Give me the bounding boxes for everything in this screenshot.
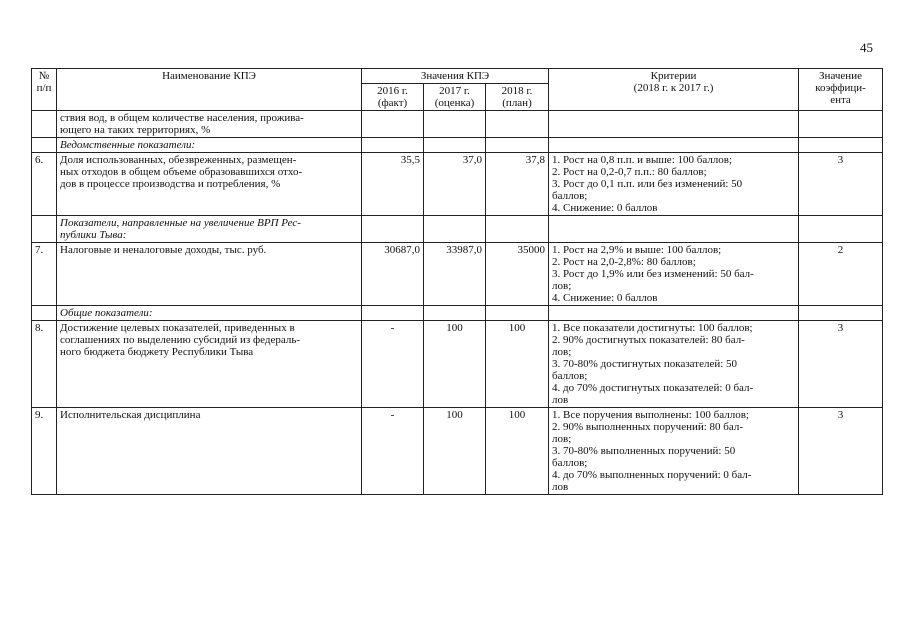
criterion: 1. Все показатели достигнуты: 100 баллов; bbox=[552, 322, 753, 334]
header-kpi-name: Наименование КПЭ bbox=[57, 69, 362, 111]
criterion: 4. Снижение: 0 баллов bbox=[552, 292, 658, 304]
section-row-grp bbox=[32, 216, 883, 243]
value-2016: 35,5 bbox=[362, 153, 424, 216]
section-label: Общие показатели: bbox=[57, 306, 362, 321]
row-number: 6. bbox=[32, 153, 57, 216]
value-2018: 100 bbox=[486, 408, 549, 495]
row-number: 7. bbox=[32, 243, 57, 306]
header-row-1 bbox=[32, 69, 883, 84]
page-number: 45 bbox=[860, 40, 873, 55]
kpi-name: Исполнительская дисциплина bbox=[57, 408, 362, 495]
criterion: 4. Снижение: 0 баллов bbox=[552, 202, 658, 214]
criterion: 3. 70-80% достигнутых показателей: 50 баллов; bbox=[552, 358, 738, 382]
value-2017: 100 bbox=[424, 321, 486, 408]
row-number: 8. bbox=[32, 321, 57, 408]
criterion: 2. Рост на 2,0-2,8%: 80 баллов; bbox=[552, 256, 696, 268]
table-row bbox=[32, 408, 883, 495]
coefficient-value: 3 bbox=[799, 408, 883, 495]
value-2016: - bbox=[362, 321, 424, 408]
criteria-cell bbox=[549, 408, 799, 495]
continuation-text: ствия вод, в общем количестве населения, прожива- ющего на таких территориях, % bbox=[57, 111, 362, 138]
coefficient-value: 3 bbox=[799, 153, 883, 216]
kpi-name: Доля использованных, обезвреженных, размещен- ных отходов в общем объеме образовавшихся отхо- дов в процессе производства и потребления, % bbox=[57, 153, 362, 216]
table-row bbox=[32, 153, 883, 216]
value-2018: 35000 bbox=[486, 243, 549, 306]
header-kpi-values: Значения КПЭ bbox=[362, 69, 549, 84]
value-2016: 30687,0 bbox=[362, 243, 424, 306]
table-row bbox=[32, 243, 883, 306]
criterion: 4. до 70% выполненных поручений: 0 бал- лов bbox=[552, 469, 752, 493]
value-2017: 37,0 bbox=[424, 153, 486, 216]
criterion: 3. Рост до 1,9% или без изменений: 50 бал- лов; bbox=[552, 268, 754, 292]
criteria-cell bbox=[549, 153, 799, 216]
header-2016: 2016 г. (факт) bbox=[362, 84, 424, 111]
continuation-row bbox=[32, 111, 883, 138]
header-criteria: Критерии (2018 г. к 2017 г.) bbox=[549, 69, 799, 111]
value-2016: - bbox=[362, 408, 424, 495]
criterion: 1. Рост на 0,8 п.п. и выше: 100 баллов; bbox=[552, 154, 733, 166]
header-coefficient: Значение коэффици- ента bbox=[799, 69, 883, 111]
value-2018: 100 bbox=[486, 321, 549, 408]
section-row-departmental bbox=[32, 138, 883, 153]
kpi-name: Достижение целевых показателей, приведенных в соглашениях по выделению субсидий из федераль- ного бюджета бюджету Республики Тыва bbox=[57, 321, 362, 408]
coefficient-value: 2 bbox=[799, 243, 883, 306]
criterion: 2. 90% выполненных поручений: 80 бал- лов; bbox=[552, 421, 744, 445]
section-label: Ведомственные показатели: bbox=[57, 138, 362, 153]
kpi-name: Налоговые и неналоговые доходы, тыс. руб. bbox=[57, 243, 362, 306]
criterion: 4. до 70% достигнутых показателей: 0 бал- лов bbox=[552, 382, 754, 406]
criteria-cell bbox=[549, 321, 799, 408]
criterion: 3. Рост до 0,1 п.п. или без изменений: 50 баллов; bbox=[552, 178, 743, 202]
section-label: Показатели, направленные на увеличение ВРП Рес- публики Тыва: bbox=[57, 216, 362, 243]
criterion: 2. Рост на 0,2-0,7 п.п.: 80 баллов; bbox=[552, 166, 707, 178]
criteria-cell bbox=[549, 243, 799, 306]
kpi-table bbox=[31, 68, 883, 495]
section-row-general bbox=[32, 306, 883, 321]
header-2017: 2017 г. (оценка) bbox=[424, 84, 486, 111]
header-2018: 2018 г. (план) bbox=[486, 84, 549, 111]
row-number: 9. bbox=[32, 408, 57, 495]
value-2017: 33987,0 bbox=[424, 243, 486, 306]
criterion: 1. Рост на 2,9% и выше: 100 баллов; bbox=[552, 244, 722, 256]
criterion: 1. Все поручения выполнены: 100 баллов; bbox=[552, 409, 749, 421]
criterion: 2. 90% достигнутых показателей: 80 бал- лов; bbox=[552, 334, 745, 358]
value-2017: 100 bbox=[424, 408, 486, 495]
table-row bbox=[32, 321, 883, 408]
coefficient-value: 3 bbox=[799, 321, 883, 408]
criterion: 3. 70-80% выполненных поручений: 50 баллов; bbox=[552, 445, 736, 469]
header-number: № п/п bbox=[32, 69, 57, 111]
value-2018: 37,8 bbox=[486, 153, 549, 216]
